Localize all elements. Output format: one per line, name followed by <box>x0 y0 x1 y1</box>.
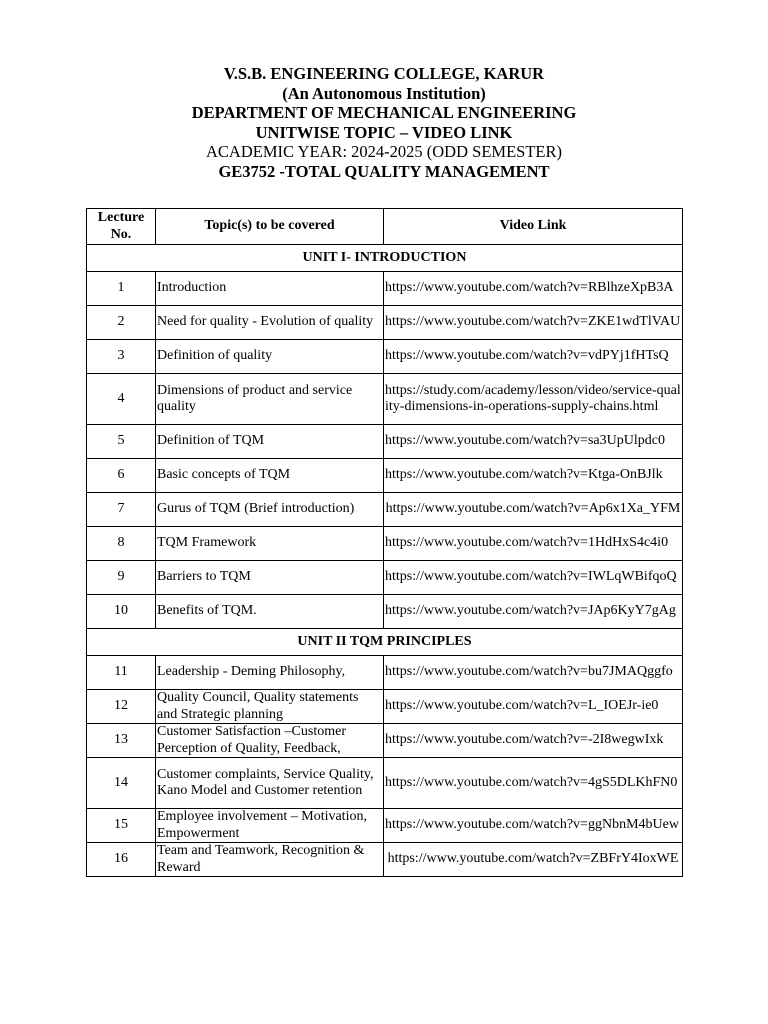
lecture-number: 8 <box>87 527 156 561</box>
lecture-number: 1 <box>87 272 156 306</box>
video-link[interactable]: https://www.youtube.com/watch?v=vdPYj1fHTsQ <box>384 340 683 374</box>
video-link[interactable]: https://www.youtube.com/watch?v=Ktga-OnBJlk <box>384 459 683 493</box>
table-row <box>87 656 683 690</box>
video-link[interactable]: https://www.youtube.com/watch?v=Ap6x1Xa_YFM <box>384 493 683 527</box>
lecture-topic: Customer Satisfaction –Customer Perception of Quality, Feedback, <box>156 724 384 758</box>
column-header-topic: Topic(s) to be covered <box>156 209 384 245</box>
table-row <box>87 306 683 340</box>
lecture-topic: Team and Teamwork, Recognition & Reward <box>156 843 384 877</box>
lecture-topic: Definition of quality <box>156 340 384 374</box>
lecture-number: 3 <box>87 340 156 374</box>
table-row <box>87 374 683 425</box>
institution-type: (An Autonomous Institution) <box>282 83 486 103</box>
lecture-topic: Introduction <box>156 272 384 306</box>
course-title: GE3752 -TOTAL QUALITY MANAGEMENT <box>218 161 550 181</box>
video-link[interactable]: https://www.youtube.com/watch?v=L_IOEJr-ie0 <box>384 690 683 724</box>
video-link[interactable]: https://www.youtube.com/watch?v=bu7JMAQggfo <box>384 656 683 690</box>
lecture-topic: Benefits of TQM. <box>156 595 384 629</box>
table-row <box>87 758 683 809</box>
table-row <box>87 843 683 877</box>
lecture-number: 15 <box>87 809 156 843</box>
column-header-lecture-no: Lecture No. <box>87 209 156 245</box>
table-header-row <box>87 209 683 245</box>
table-row <box>87 425 683 459</box>
lecture-number: 13 <box>87 724 156 758</box>
table-row <box>87 272 683 306</box>
lecture-topic: Barriers to TQM <box>156 561 384 595</box>
lecture-topic: Leadership - Deming Philosophy, <box>156 656 384 690</box>
video-link[interactable]: https://www.youtube.com/watch?v=ZBFrY4IoxWE <box>384 843 683 877</box>
document-header <box>0 64 768 182</box>
document-title: UNITWISE TOPIC – VIDEO LINK <box>255 122 513 142</box>
department-name: DEPARTMENT OF MECHANICAL ENGINEERING <box>191 103 577 123</box>
table-row <box>87 561 683 595</box>
table-row <box>87 809 683 843</box>
table-row <box>87 459 683 493</box>
video-link[interactable]: https://www.youtube.com/watch?v=ggNbnM4bUew <box>384 809 683 843</box>
table-row <box>87 340 683 374</box>
table-row <box>87 724 683 758</box>
lecture-topic: TQM Framework <box>156 527 384 561</box>
video-link[interactable]: https://www.youtube.com/watch?v=JAp6KyY7gAg <box>384 595 683 629</box>
lecture-number: 10 <box>87 595 156 629</box>
lecture-number: 5 <box>87 425 156 459</box>
unit-title: UNIT I- INTRODUCTION <box>87 245 683 272</box>
video-link[interactable]: https://www.youtube.com/watch?v=IWLqWBifqoQ <box>384 561 683 595</box>
lecture-topic: Need for quality - Evolution of quality <box>156 306 384 340</box>
video-link[interactable]: https://www.youtube.com/watch?v=-2I8wegwIxk <box>384 724 683 758</box>
table-row <box>87 527 683 561</box>
lecture-number: 7 <box>87 493 156 527</box>
table-row <box>87 595 683 629</box>
lecture-topic: Gurus of TQM (Brief introduction) <box>156 493 384 527</box>
lecture-topic: Quality Council, Quality statements and Strategic planning <box>156 690 384 724</box>
table-row <box>87 493 683 527</box>
lecture-number: 12 <box>87 690 156 724</box>
video-link[interactable]: https://www.youtube.com/watch?v=1HdHxS4c4i0 <box>384 527 683 561</box>
video-link[interactable]: https://www.youtube.com/watch?v=sa3UpUlpdc0 <box>384 425 683 459</box>
college-name: V.S.B. ENGINEERING COLLEGE, KARUR <box>223 64 545 83</box>
lecture-topic: Dimensions of product and service quality <box>156 374 384 425</box>
lecture-number: 16 <box>87 843 156 877</box>
video-link[interactable]: https://www.youtube.com/watch?v=ZKE1wdTlVAU <box>384 306 683 340</box>
unit-title: UNIT II TQM PRINCIPLES <box>87 629 683 656</box>
unit-heading-row <box>87 245 683 272</box>
video-link[interactable]: https://www.youtube.com/watch?v=RBlhzeXpB3A <box>384 272 683 306</box>
lecture-table <box>86 208 683 877</box>
video-link[interactable]: https://www.youtube.com/watch?v=4gS5DLKhFN0 <box>384 758 683 809</box>
column-header-video-link: Video Link <box>384 209 683 245</box>
lecture-topic: Employee involvement – Motivation, Empowerment <box>156 809 384 843</box>
table-row <box>87 690 683 724</box>
lecture-topic: Definition of TQM <box>156 425 384 459</box>
lecture-number: 4 <box>87 374 156 425</box>
lecture-number: 14 <box>87 758 156 809</box>
lecture-number: 9 <box>87 561 156 595</box>
lecture-topic: Basic concepts of TQM <box>156 459 384 493</box>
video-link[interactable]: https://study.com/academy/lesson/video/service-quality-dimensions-in-operations-supply-chains.html <box>384 374 683 425</box>
unit-heading-row <box>87 629 683 656</box>
lecture-number: 6 <box>87 459 156 493</box>
academic-year: ACADEMIC YEAR: 2024-2025 (ODD SEMESTER) <box>206 142 562 162</box>
lecture-topic: Customer complaints, Service Quality, Kano Model and Customer retention <box>156 758 384 809</box>
lecture-number: 2 <box>87 306 156 340</box>
lecture-number: 11 <box>87 656 156 690</box>
